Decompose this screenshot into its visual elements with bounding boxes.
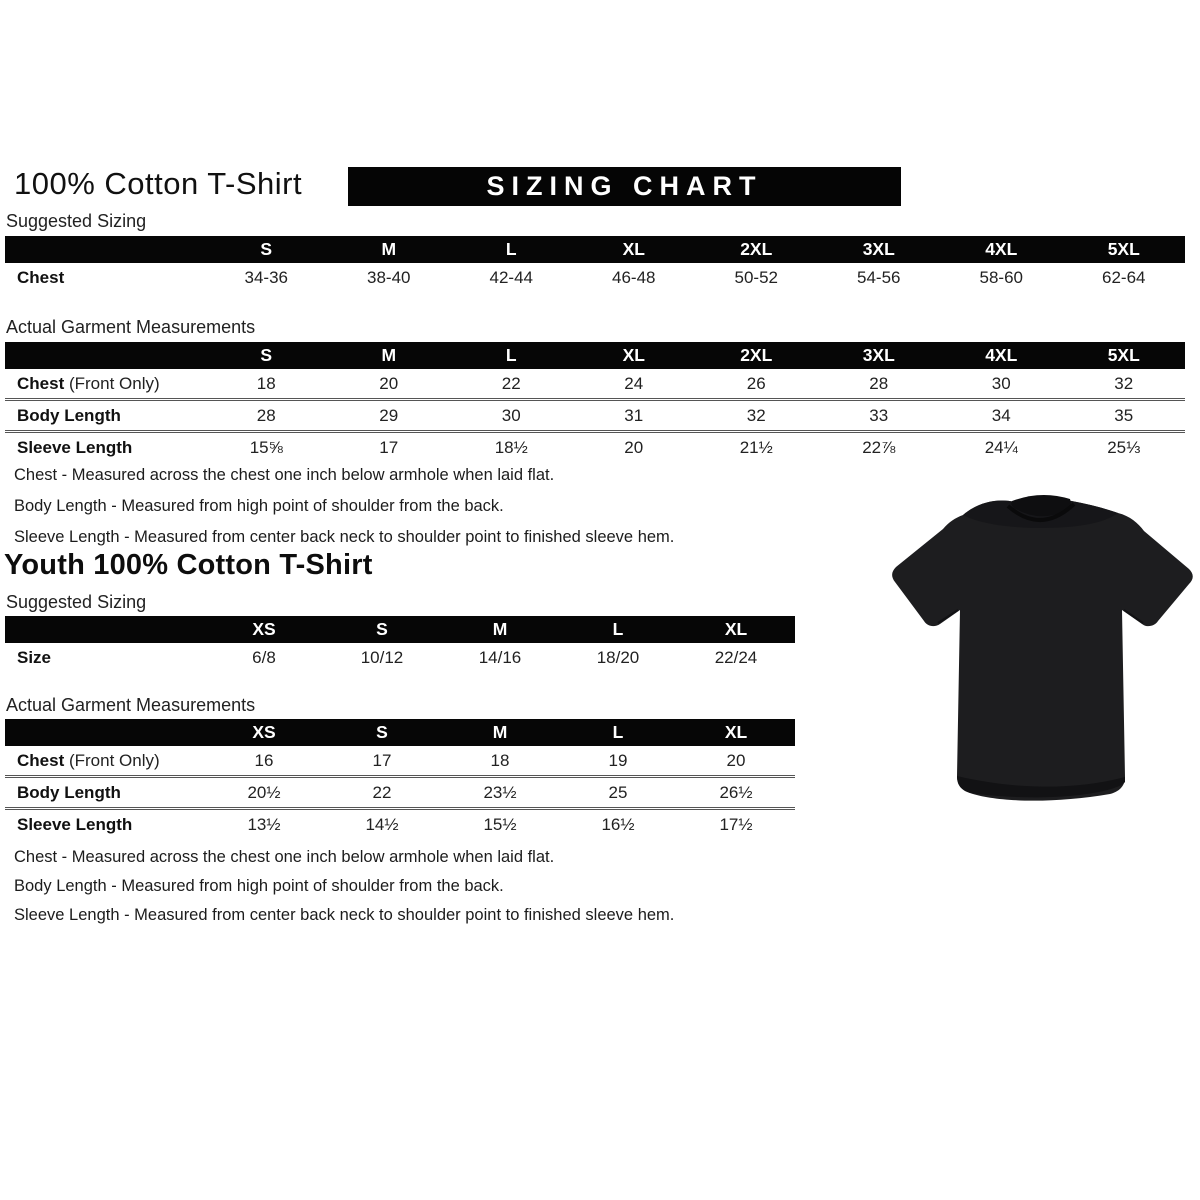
header-cell-empty: [5, 719, 205, 746]
cell: 13½: [205, 809, 323, 840]
table-row-chest: [5, 263, 1185, 292]
table-row-chest: [5, 369, 1185, 400]
cell: 20: [677, 746, 795, 777]
header-cell-size: L: [559, 719, 677, 746]
cell: 42-44: [450, 263, 573, 292]
row-label-text: Size: [17, 647, 52, 667]
row-label: [5, 643, 205, 672]
cell: 20½: [205, 777, 323, 809]
cell: 25⅓: [1063, 432, 1186, 463]
cell: 22/24: [677, 643, 795, 672]
adult-actual-measurements-table: [5, 342, 1185, 462]
adult-suggested-sizing-table: [5, 236, 1185, 292]
row-label-text: Sleeve Length: [17, 437, 133, 457]
row-label: [5, 263, 205, 292]
cell: 28: [818, 369, 941, 400]
row-label: [5, 400, 205, 432]
row-label-text: Chest: [17, 750, 65, 770]
adult-measurement-notes: [14, 460, 674, 553]
row-label-suffix: (Front Only): [64, 373, 160, 393]
cell: 14½: [323, 809, 441, 840]
cell: 19: [559, 746, 677, 777]
cell: 18: [205, 369, 328, 400]
header-cell-size: M: [441, 616, 559, 643]
youth-actual-measurements-table: [5, 719, 795, 839]
youth-actual-measurements-label: Actual Garment Measurements: [6, 695, 256, 715]
header-cell-size: S: [323, 616, 441, 643]
cell: 26½: [677, 777, 795, 809]
youth-measurement-notes: [14, 843, 674, 930]
row-label-text: Chest: [17, 267, 65, 287]
adult-suggested-header-row: [5, 236, 1185, 263]
cell: 25: [559, 777, 677, 809]
header-cell-size: M: [328, 342, 451, 369]
cell: 62-64: [1063, 263, 1186, 292]
header-cell-size: XL: [573, 342, 696, 369]
cell: 32: [695, 400, 818, 432]
header-cell-size: 5XL: [1063, 342, 1186, 369]
adult-actual-header-row: [5, 342, 1185, 369]
header-cell-size: M: [441, 719, 559, 746]
cell: 17½: [677, 809, 795, 840]
cell: 30: [940, 369, 1063, 400]
cell: 24¼: [940, 432, 1063, 463]
cell: 24: [573, 369, 696, 400]
cell: 10/12: [323, 643, 441, 672]
row-label-suffix: (Front Only): [64, 750, 160, 770]
cell: 21½: [695, 432, 818, 463]
table-row-body-length: [5, 777, 795, 809]
table-row-chest: [5, 746, 795, 777]
header-cell-empty: [5, 616, 205, 643]
cell: 54-56: [818, 263, 941, 292]
note-chest: Chest - Measured across the chest one inch below armhole when laid flat.: [14, 848, 555, 866]
table-row-body-length: [5, 400, 1185, 432]
header-cell-size: 5XL: [1063, 236, 1186, 263]
row-label: [5, 746, 205, 777]
cell: 22⅞: [818, 432, 941, 463]
header-cell-empty: [5, 342, 205, 369]
header-cell-size: 4XL: [940, 236, 1063, 263]
cell: 35: [1063, 400, 1186, 432]
cell: 18/20: [559, 643, 677, 672]
header-cell-size: XL: [677, 719, 795, 746]
header-cell-size: S: [205, 342, 328, 369]
cell: 34: [940, 400, 1063, 432]
cell: 29: [328, 400, 451, 432]
cell: 20: [573, 432, 696, 463]
header-cell-size: 3XL: [818, 342, 941, 369]
header-cell-size: M: [328, 236, 451, 263]
header-cell-size: XS: [205, 719, 323, 746]
black-tshirt-icon: [886, 488, 1200, 812]
row-label: [5, 432, 205, 463]
cell: 34-36: [205, 263, 328, 292]
header-cell-size: XS: [205, 616, 323, 643]
cell: 20: [328, 369, 451, 400]
adult-suggested-sizing-label: Suggested Sizing: [6, 211, 147, 231]
cell: 14/16: [441, 643, 559, 672]
cell: 6/8: [205, 643, 323, 672]
cell: 18: [441, 746, 559, 777]
youth-suggested-sizing-label: Suggested Sizing: [6, 592, 147, 612]
table-row-sleeve-length: [5, 809, 795, 840]
header-cell-size: 4XL: [940, 342, 1063, 369]
tshirt-product-image: [886, 488, 1200, 812]
header-cell-size: XL: [677, 616, 795, 643]
cell: 16: [205, 746, 323, 777]
cell: 31: [573, 400, 696, 432]
cell: 15⅝: [205, 432, 328, 463]
note-body-length: Body Length - Measured from high point of shoulder from the back.: [14, 877, 504, 895]
cell: 26: [695, 369, 818, 400]
table-row-size: [5, 643, 795, 672]
sizing-chart-banner: [348, 167, 901, 206]
note-sleeve-length: Sleeve Length - Measured from center back neck to shoulder point to finished sleeve hem.: [14, 906, 675, 924]
adult-actual-measurements-label: Actual Garment Measurements: [6, 317, 256, 337]
header-cell-size: S: [205, 236, 328, 263]
page-title: 100% Cotton T-Shirt: [14, 166, 303, 201]
cell: 32: [1063, 369, 1186, 400]
note-chest: Chest - Measured across the chest one inch below armhole when laid flat.: [14, 466, 555, 484]
cell: 15½: [441, 809, 559, 840]
cell: 30: [450, 400, 573, 432]
header-cell-empty: [5, 236, 205, 263]
cell: 33: [818, 400, 941, 432]
cell: 17: [323, 746, 441, 777]
cell: 16½: [559, 809, 677, 840]
header-cell-size: 2XL: [695, 236, 818, 263]
cell: 46-48: [573, 263, 696, 292]
header-cell-size: S: [323, 719, 441, 746]
row-label-text: Body Length: [17, 405, 121, 425]
cell: 58-60: [940, 263, 1063, 292]
row-label: [5, 369, 205, 400]
cell: 38-40: [328, 263, 451, 292]
note-body-length: Body Length - Measured from high point of shoulder from the back.: [14, 497, 504, 515]
header-cell-size: L: [450, 342, 573, 369]
cell: 22: [450, 369, 573, 400]
row-label: [5, 809, 205, 840]
cell: 23½: [441, 777, 559, 809]
row-label-text: Body Length: [17, 782, 121, 802]
cell: 28: [205, 400, 328, 432]
header-cell-size: XL: [573, 236, 696, 263]
header-cell-size: 2XL: [695, 342, 818, 369]
table-row-sleeve-length: [5, 432, 1185, 463]
youth-suggested-sizing-table: [5, 616, 795, 672]
header-cell-size: 3XL: [818, 236, 941, 263]
youth-page-title: Youth 100% Cotton T-Shirt: [4, 549, 373, 581]
cell: 22: [323, 777, 441, 809]
row-label: [5, 777, 205, 809]
header-cell-size: L: [559, 616, 677, 643]
row-label-text: Sleeve Length: [17, 814, 133, 834]
note-sleeve-length: Sleeve Length - Measured from center back neck to shoulder point to finished sleeve hem.: [14, 528, 675, 546]
cell: 17: [328, 432, 451, 463]
cell: 18½: [450, 432, 573, 463]
cell: 50-52: [695, 263, 818, 292]
header-cell-size: L: [450, 236, 573, 263]
sizing-chart-banner-text: SIZING CHART: [486, 171, 763, 201]
youth-suggested-header-row: [5, 616, 795, 643]
row-label-text: Chest: [17, 373, 65, 393]
youth-actual-header-row: [5, 719, 795, 746]
